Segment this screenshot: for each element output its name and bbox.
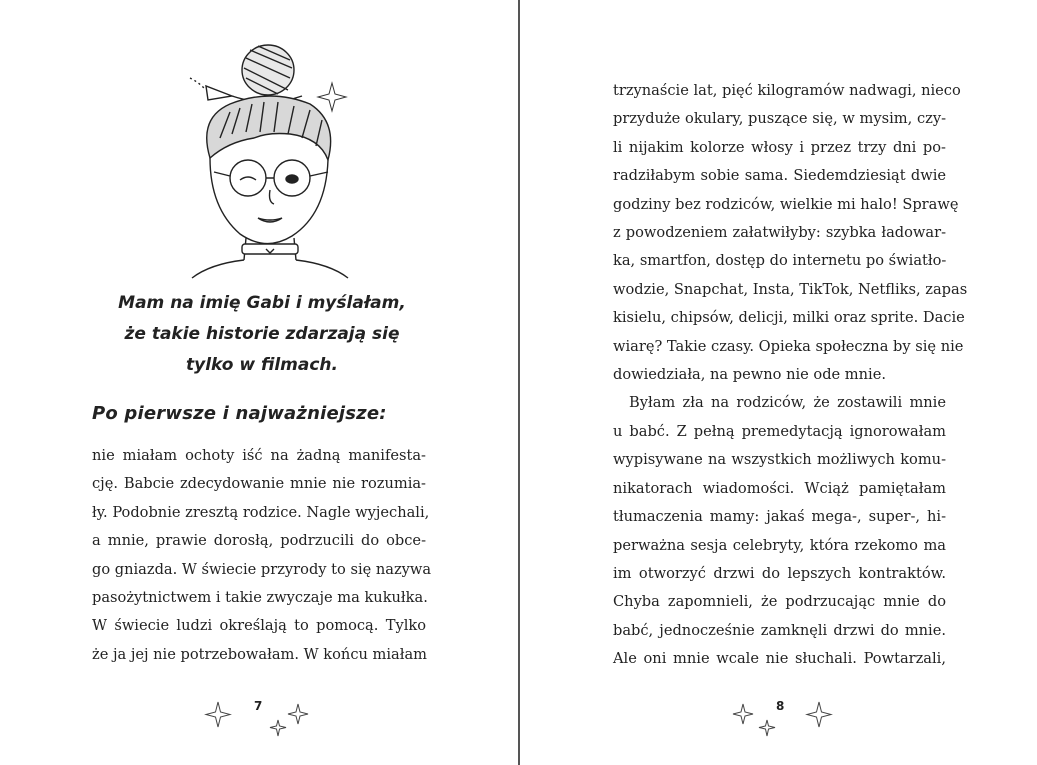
- text-line: cję. Babcie zdecydowanie mnie nie rozumia-: [92, 475, 426, 493]
- text-line: babć, jednocześnie zamknęli drzwi do mnie.: [613, 621, 946, 639]
- opening-quote: [92, 288, 432, 381]
- quote-line: że takie historie zdarzają się: [124, 324, 400, 344]
- text-line: perważna sesja celebryty, która rzekomo ma: [613, 536, 946, 554]
- section-heading: Po pierwsze i najważniejsze:: [92, 403, 387, 424]
- book-spine-divider: [518, 0, 520, 765]
- text-line: wodzie, Snapchat, Insta, TikTok, Netfliks, zapas: [613, 280, 968, 298]
- text-line: Chyba zapomnieli, że podrzucając mnie do: [613, 593, 946, 611]
- text-line: Byłam zła na rodziców, że zostawili mnie: [629, 394, 946, 412]
- text-line: trzynaście lat, pięć kilogramów nadwagi, nieco: [613, 82, 961, 99]
- text-line: W świecie ludzi określają to pomocą. Tylko: [92, 617, 426, 635]
- quote-line: tylko w filmach.: [186, 355, 338, 375]
- text-line: przyduże okulary, puszące się, w mysim, czy-: [613, 110, 946, 128]
- text-line: wypisywane na wszystkich możliwych komu-: [613, 451, 946, 469]
- text-line: wiarę? Takie czasy. Opieka społeczna by się nie: [613, 337, 964, 355]
- right-page: [521, 0, 1037, 765]
- quote-line: Mam na imię Gabi i myślałam,: [118, 293, 406, 313]
- text-line: li nijakim kolorze włosy i przez trzy dni po-: [613, 138, 946, 156]
- right-body-text: [613, 77, 968, 674]
- text-line: pasożytnictwem i takie zwyczaje ma kukułka.: [92, 589, 428, 607]
- text-line: Ale oni mnie wcale nie słuchali. Powtarzali,: [613, 650, 946, 668]
- left-page: [0, 0, 518, 765]
- text-line: ka, smartfon, dostęp do internetu po światło-: [613, 252, 947, 270]
- girl-portrait-illustration-icon: [170, 38, 380, 283]
- text-line: że ja jej nie potrzebowałam. W końcu miałam: [92, 645, 428, 663]
- sparkle-star-icon: [731, 696, 841, 738]
- text-line: godziny bez rodziców, wielkie mi halo! Sprawę: [613, 195, 959, 213]
- text-line: im otworzyć drzwi do lepszych kontraktów.: [613, 564, 946, 582]
- text-line: tłumaczenia mamy: jakaś mega-, super-, hi-: [613, 508, 946, 526]
- text-line: dowiedziała, na pewno nie ode mnie.: [613, 366, 886, 384]
- text-line: z powodzeniem załatwiłyby: szybka ładowar-: [613, 224, 946, 242]
- text-line: u babć. Z pełną premedytacją ignorowałam: [613, 422, 946, 440]
- left-body-text: [92, 442, 432, 669]
- text-line: kisielu, chipsów, delicji, milki oraz sprite. Dacie: [613, 309, 965, 327]
- text-line: radziłabym sobie sama. Siedemdziesiąt dwie: [613, 167, 946, 185]
- text-line: go gniazda. W świecie przyrody to się nazywa: [92, 560, 432, 578]
- page-number: 7: [254, 699, 263, 713]
- page-number: 8: [776, 699, 785, 713]
- text-line: nie miałam ochoty iść na żadną manifesta-: [92, 447, 426, 464]
- text-line: ły. Podobnie zresztą rodzice. Nagle wyjechali,: [92, 503, 430, 521]
- text-line: nikatorach wiadomości. Wciąż pamiętałam: [613, 479, 946, 497]
- text-line: a mnie, prawie dorosłą, podrzucili do obce-: [92, 532, 426, 550]
